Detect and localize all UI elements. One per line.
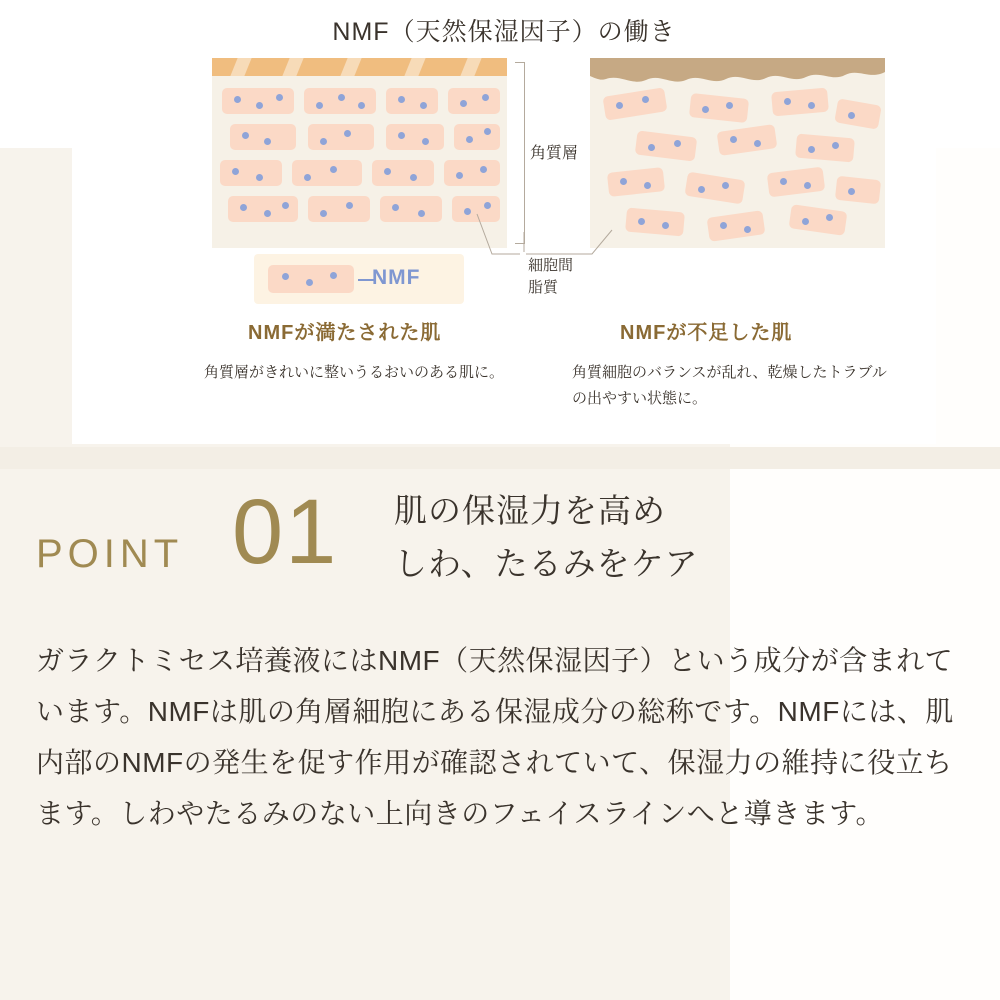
label-intercellular-lipid-line1: 細胞間 — [528, 257, 574, 274]
subtitle-healthy-skin: NMFが満たされた肌 — [248, 322, 442, 344]
label-intercellular-lipid-line2: 脂質 — [528, 278, 559, 296]
background-band — [0, 447, 1000, 469]
nmf-diagram-panel — [72, 0, 936, 444]
subtitle-dry-skin: NMFが不足した肌 — [620, 322, 793, 344]
caption-dry-skin: 角質細胞のバランスが乱れ、乾燥したトラブルの出やすい状態に。 — [572, 364, 887, 408]
point-heading — [394, 484, 699, 591]
point-label: POINT — [36, 532, 184, 576]
label-intercellular-lipid — [528, 255, 602, 299]
nmf-legend-chip — [254, 254, 464, 304]
caption-healthy-skin: 角質層がきれいに整いうるおいのある肌に。 — [204, 364, 505, 381]
body-paragraph: ガラクトミセス培養液にはNMF（天然保湿因子）という成分が含まれています。NMFは肌の角層細胞にある保湿成分の総称です。NMFには、肌内部のNMFの発生を促す作用が確認されていて、保湿力の維持に役立ちます。しわやたるみのない上向きのフェイスラインへと導きます。 — [36, 645, 954, 829]
nmf-legend-label: NMF — [372, 266, 421, 289]
point-heading-line2: しわ、たるみをケア — [394, 545, 699, 583]
diagram-title: NMF（天然保湿因子）の働き — [332, 18, 676, 46]
nmf-legend-cell-icon — [268, 265, 354, 293]
point-number: 01 — [232, 481, 339, 583]
point-heading-line1: 肌の保湿力を高め — [394, 492, 666, 529]
label-stratum-corneum: 角質層 — [530, 145, 579, 162]
